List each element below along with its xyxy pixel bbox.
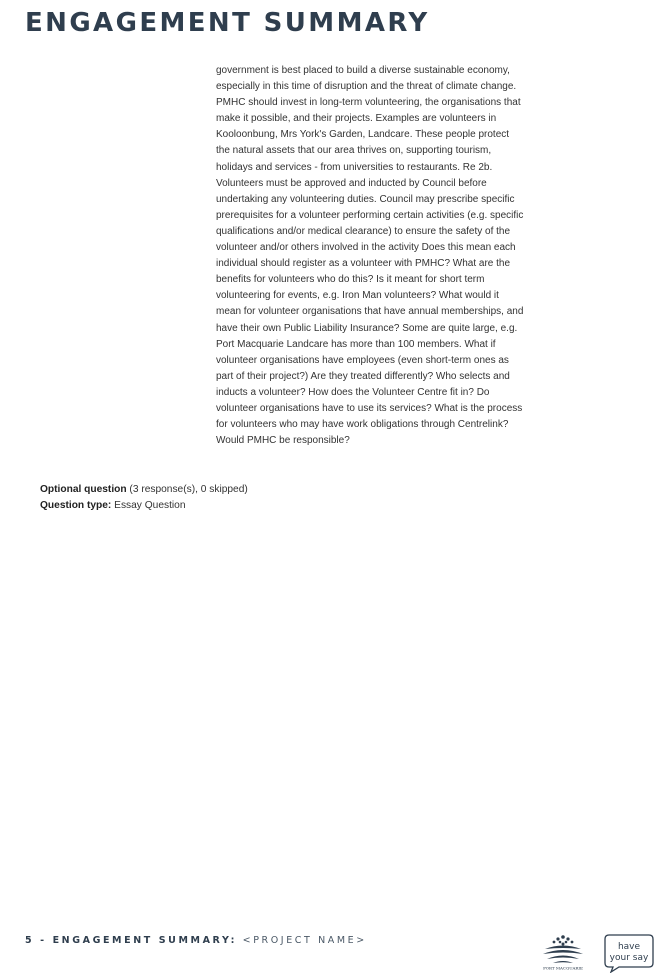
response-line: especially in this time of disruption and the threat of climate change. (216, 81, 517, 93)
response-line: qualifications and/or medical clearance) to ensure the safety of the (216, 225, 511, 237)
have-your-say-icon (603, 933, 655, 973)
footer-summary-label: ENGAGEMENT SUMMARY: (52, 935, 238, 946)
response-line: individual should register as a volunteer with PMHC? What are the (216, 258, 511, 270)
response-line: for volunteers who may have work obligations through Centrelink? (216, 419, 509, 431)
response-line: benefits for volunteers who do this? Is it meant for short term (216, 274, 485, 286)
response-line: government is best placed to build a diverse sustainable economy, (216, 65, 510, 76)
essay-response-text (216, 63, 524, 449)
response-line: volunteer organisations have employees (even short-term ones as (216, 354, 509, 366)
response-line: make it possible, and their projects. Examples are volunteers in (216, 113, 497, 125)
response-line: Volunteers must be approved and inducted by Council before (216, 177, 487, 189)
response-line: PMHC should invest in long-term volunteering, the organisations that (216, 97, 521, 109)
question-type-row (40, 498, 248, 514)
page-number: 5 (25, 935, 35, 946)
question-type-label: Question type: (40, 500, 112, 511)
response-line: have their own Public Liability Insurance? Some are quite large, e.g. (216, 322, 518, 334)
page-footer (25, 935, 367, 946)
project-name-placeholder: <PROJECT NAME> (237, 935, 367, 946)
question-type-value: Essay Question (111, 500, 186, 511)
response-line: part of their project?) Are they treated differently? Who selects and (216, 370, 510, 382)
response-line: volunteer and/or others involved in the activity Does this mean each (216, 242, 516, 254)
have-your-say-text-line2: your say (609, 953, 649, 963)
response-line: holidays and services - from universities to restaurants. Re 2b. (216, 161, 493, 173)
footer-separator: - (34, 935, 53, 946)
response-line: volunteer organisations have to use its services? What is the process (216, 402, 523, 414)
response-line: Would PMHC be responsible? (216, 435, 350, 447)
response-line: inducts a volunteer? How does the Volunteer Centre fit in? Do (216, 386, 490, 398)
council-logo-icon (537, 930, 589, 970)
response-line: mean for volunteer organisations that have annual memberships, and (216, 306, 524, 318)
response-line: the natural assets that our area thrives on, supporting tourism, (216, 145, 492, 157)
have-your-say-logo (603, 933, 655, 973)
response-line: Kooloonbung, Mrs York's Garden, Landcare. These people protect (216, 129, 510, 141)
page-title: ENGAGEMENT SUMMARY (25, 8, 430, 38)
council-logo (537, 930, 589, 970)
response-line: prerequisites for a volunteer performing certain activities (e.g. specific (216, 209, 524, 221)
optional-question-row (40, 482, 248, 498)
response-line: undertaking any volunteering duties. Council may prescribe specific (216, 193, 515, 205)
response-line: Port Macquarie Landcare has more than 100 members. What if (216, 338, 496, 350)
council-logo-text: PORT MACQUARIE (543, 965, 583, 970)
have-your-say-text-line1: have (617, 942, 641, 952)
question-meta (40, 482, 248, 514)
optional-question-label: Optional question (40, 484, 127, 495)
response-count: (3 response(s), 0 skipped) (126, 484, 248, 495)
response-line: volunteering for events, e.g. Iron Man volunteers? What would it (216, 290, 499, 302)
